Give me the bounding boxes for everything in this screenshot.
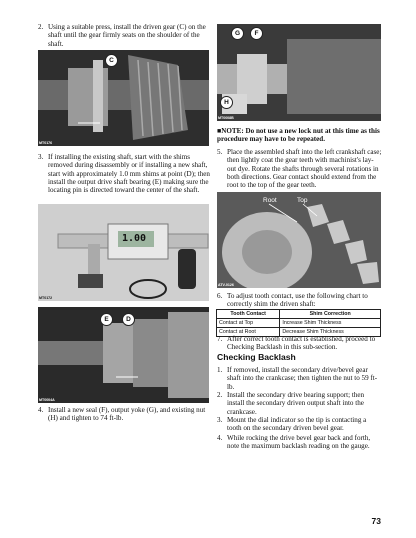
callout-d: D (122, 313, 135, 326)
table-header-cell: Shim Correction (280, 310, 381, 319)
photo-caliper-shim (38, 204, 209, 301)
callout-f: F (250, 27, 263, 40)
gear-teeth-illustration (217, 192, 381, 288)
table-cell: Decrease Shim Thickness (280, 328, 381, 337)
table-cell: Increase Shim Thickness (280, 319, 381, 328)
note: ■NOTE: Do not use a new lock nut at this time as this procedure may have to be repeated. (217, 127, 380, 144)
photo-caption: MT0172 (39, 296, 53, 300)
photo-caption: MT0176 (39, 141, 53, 145)
photo-driven-gear-press (38, 50, 209, 146)
photo-seal-yoke-nut (217, 24, 381, 121)
label-root: Root (263, 197, 277, 204)
callout-h: H (220, 96, 233, 109)
label-top: Top (297, 197, 308, 204)
section-heading: Checking Backlash (217, 352, 296, 362)
caliper-illustration (38, 204, 209, 301)
table-row (217, 319, 381, 328)
caliper-readout: 1.00 (122, 233, 147, 244)
photo-caption: ATV-0126 (218, 283, 234, 287)
page-number: 73 (371, 516, 381, 526)
photo-bearing-install (38, 307, 209, 403)
callout-g: G (231, 27, 244, 40)
table-cell: Contact at Root (217, 328, 280, 337)
table-header (217, 310, 381, 319)
table-cell: Contact at Top (217, 319, 280, 328)
gear-shaft-illustration (38, 50, 209, 146)
shim-correction-table (216, 309, 381, 337)
photo-caption: MT0008B (218, 116, 234, 120)
photo-caption: MT0004A (39, 398, 55, 402)
table-header-cell: Tooth Contact (217, 310, 280, 319)
callout-c: C (105, 54, 118, 67)
photo-gear-contact (217, 192, 381, 288)
callout-e: E (100, 313, 113, 326)
